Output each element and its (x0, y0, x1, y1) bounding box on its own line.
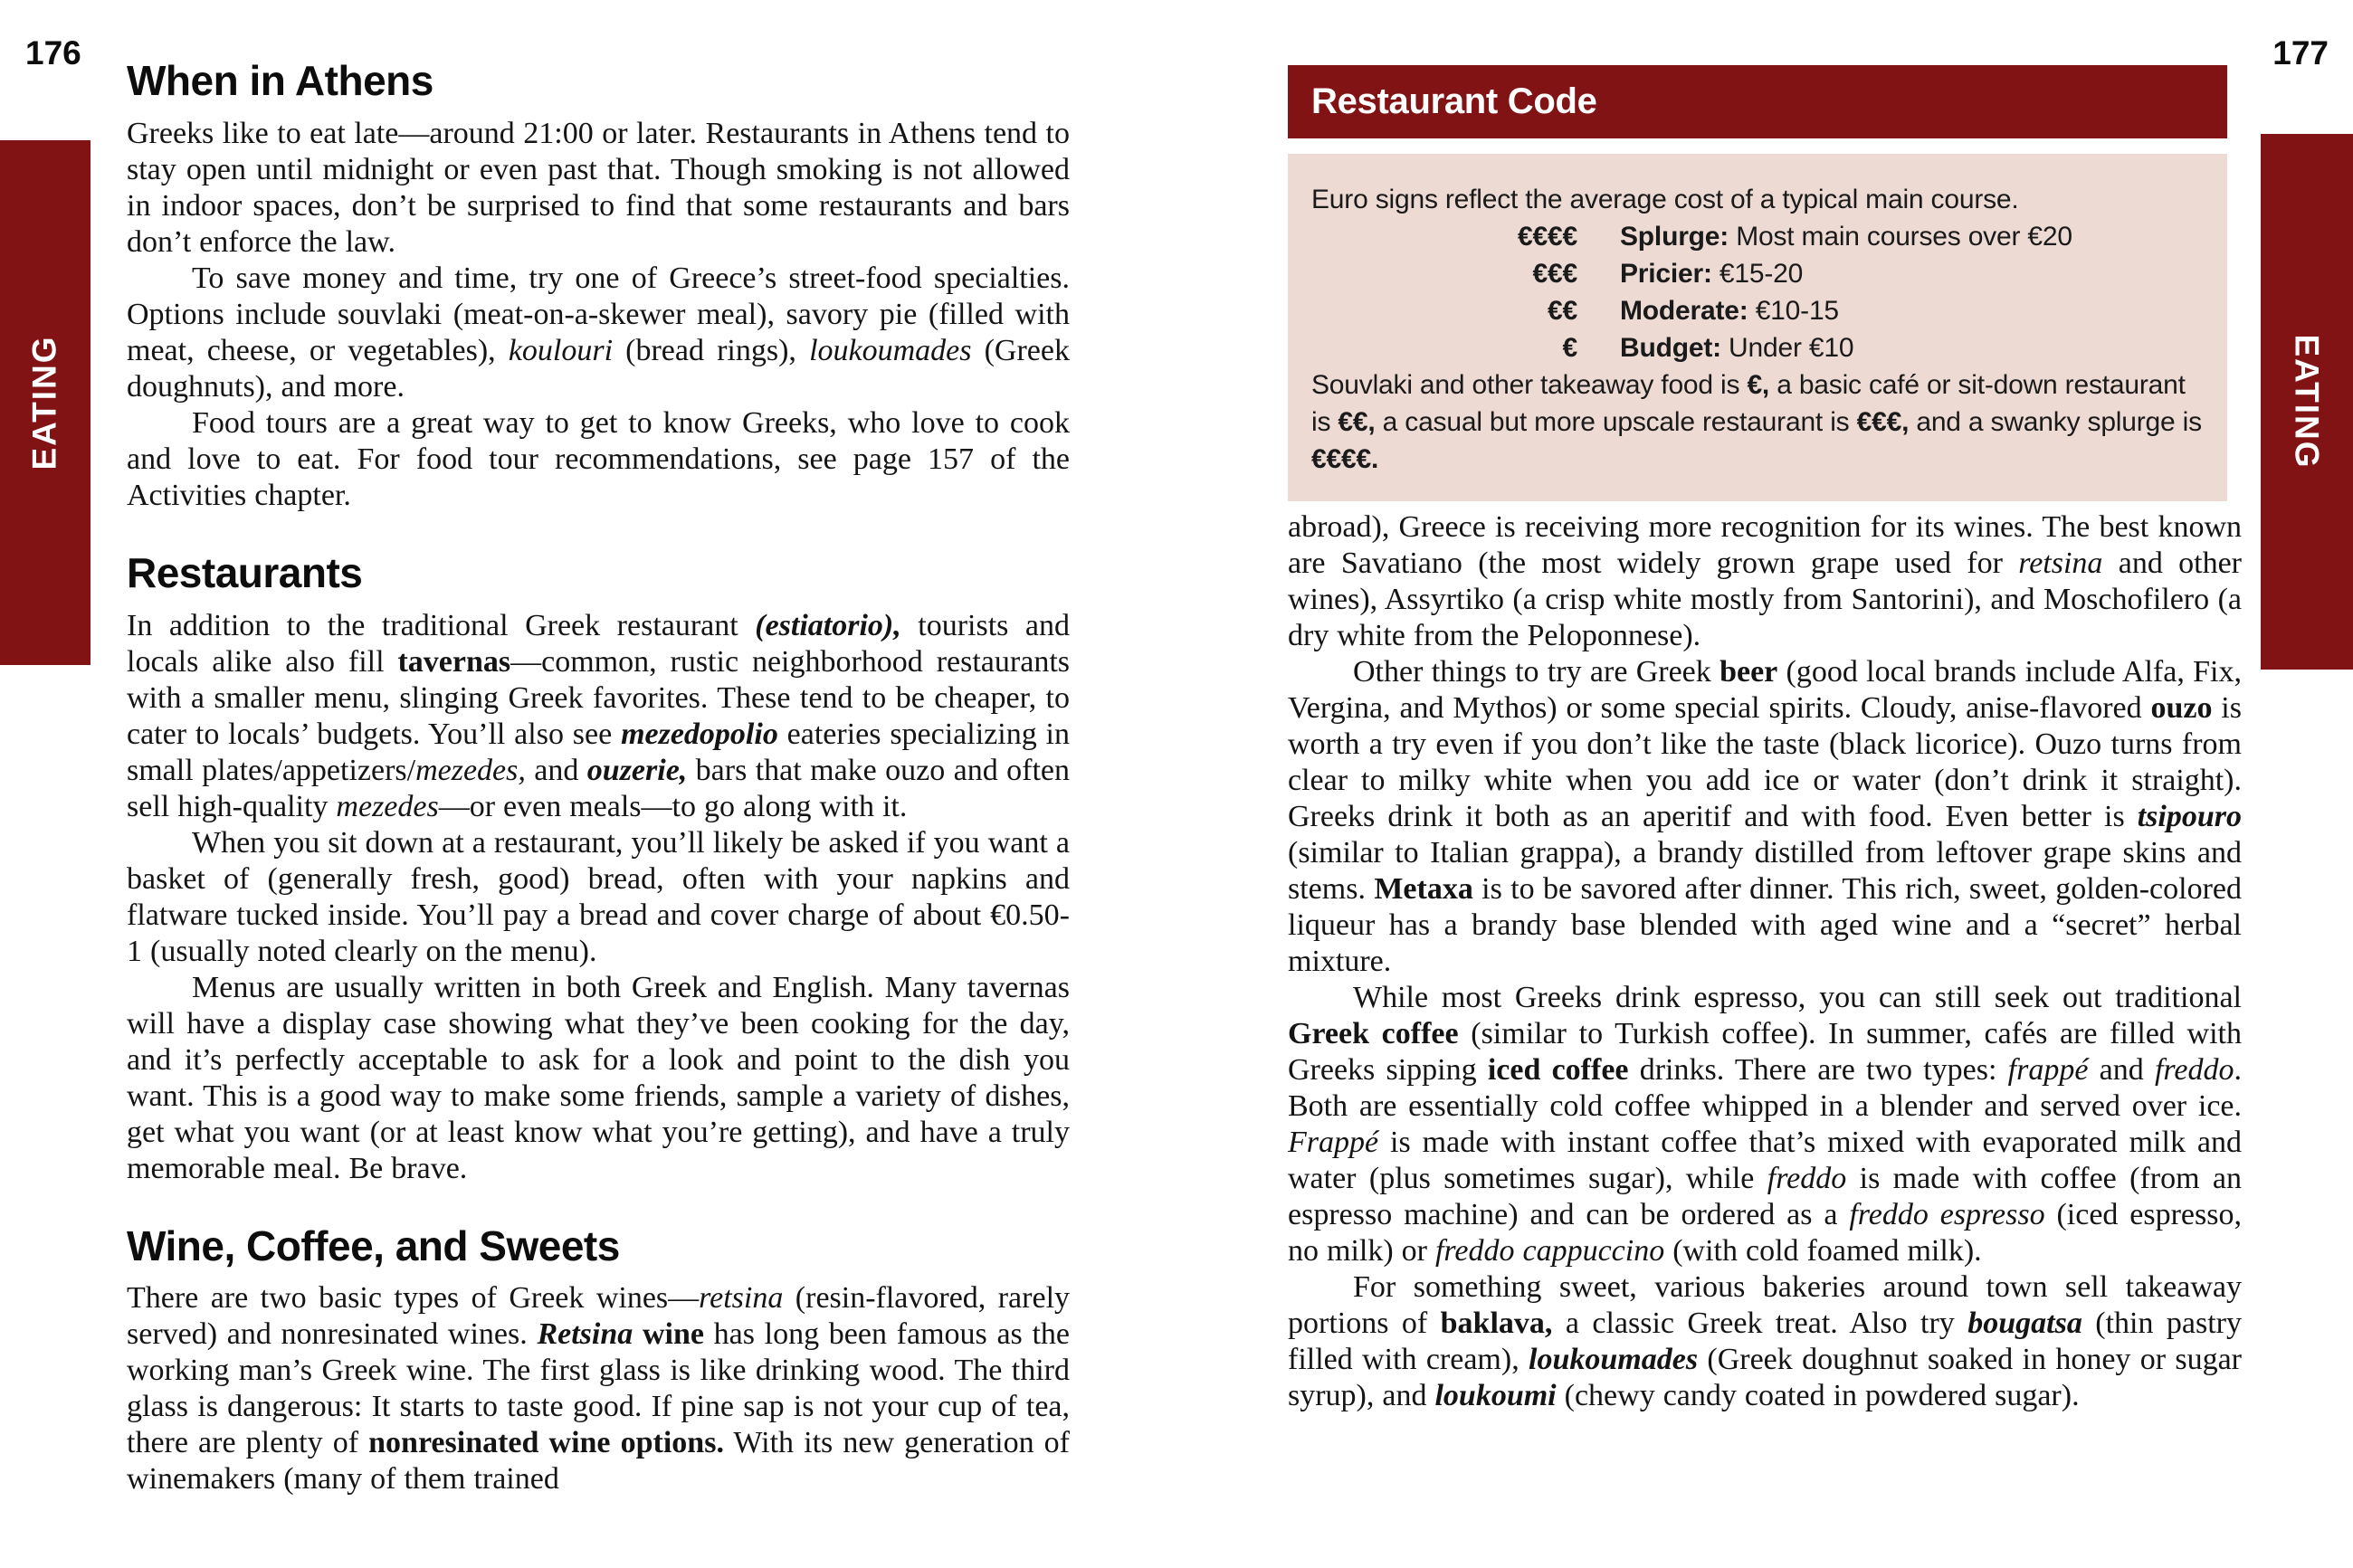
price-code-rows (1311, 218, 2204, 366)
price-code-description: Pricier: €15-20 (1620, 259, 1804, 289)
euro-symbols: €€€€ (1518, 222, 1577, 252)
styled-text: tavernas (397, 644, 511, 679)
styled-text: wine (642, 1317, 704, 1352)
section-heading: Restaurants (127, 548, 363, 596)
styled-text: nonresinated wine options. (368, 1426, 724, 1460)
styled-text: Greek coffee (1288, 1017, 1459, 1050)
styled-text: ouzo (2150, 691, 2213, 725)
price-code-description: Budget: Under €10 (1620, 333, 1854, 363)
price-code-label: Pricier: (1620, 259, 1712, 289)
styled-text: loukoumades (809, 333, 972, 367)
styled-text: koulouri (508, 333, 614, 367)
price-code-description: Moderate: €10-15 (1620, 296, 1839, 326)
price-code-row (1311, 329, 2204, 366)
left-text-column (127, 57, 1071, 1497)
price-code-row (1311, 292, 2204, 329)
section-heading: When in Athens (127, 57, 433, 104)
price-code-row (1311, 255, 2204, 292)
body-paragraph: When you sit down at a restaurant, you’ll likely be asked if you want a basket of (generally fresh, good) bread, often with your napkins and flatware tucked inside. You’ll pay a bread and cover charge of about €0.50-1 (usually noted clearly on the menu). (127, 825, 1070, 968)
styled-text: retsina (699, 1281, 784, 1316)
sidebar-intro: Euro signs reflect the average cost of a typical main course. (1311, 185, 2019, 214)
styled-text: iced coffee (1487, 1053, 1629, 1087)
sidebar-outro: Souvlaki and other takeaway food is €, a basic café or sit-down restaurant is €€, a casual but more upscale restaurant is €€€, and a swanky splurge is €€€€. (1311, 370, 2202, 474)
styled-text: mezedopolio (621, 717, 778, 751)
price-code-row (1311, 218, 2204, 255)
styled-text: mezedes (336, 789, 439, 823)
price-code-label: Moderate: (1620, 296, 1748, 326)
styled-text: tsipouro (2137, 800, 2242, 833)
styled-text: €€€€. (1311, 444, 1379, 474)
chapter-tab-left-label: EATING (26, 335, 64, 470)
styled-text: freddo cappuccino (1434, 1234, 1665, 1268)
euro-symbols: € (1562, 333, 1577, 363)
body-paragraph: For something sweet, various bakeries around town sell takeaway portions of baklava, a classic Greek treat. Also try bougatsa (thin pastry filled with cream), loukoumades (Greek doughnut soaked in honey or sugar syrup), and loukoumi (chewy candy coated in powdered sugar). (1288, 1270, 2243, 1412)
body-paragraph: Greeks like to eat late—around 21:00 or later. Restaurants in Athens tend to stay open until midnight or even past that. Though smoking is not allowed in indoor spaces, don’t be surprised to find that some restaurants and bars don’t enforce the law. (127, 116, 1070, 259)
sidebar-title: Restaurant Code (1311, 81, 1597, 121)
styled-text: bougatsa (1967, 1307, 2082, 1340)
styled-text: ouzerie, (586, 753, 688, 787)
styled-text: (estiatorio), (755, 608, 901, 642)
styled-text: €€, (1338, 407, 1376, 437)
sidebar-header (1288, 65, 2227, 138)
styled-text: frappé (2007, 1053, 2089, 1087)
styled-text: Metaxa (1374, 872, 1473, 906)
right-text-column (1288, 509, 2242, 1414)
price-code-label: Splurge: (1620, 222, 1729, 252)
body-paragraph: While most Greeks drink espresso, you can still seek out traditional Greek coffee (similar to Turkish coffee). In summer, cafés are filled with Greeks sipping iced coffee drinks. There are two types: frappé and freddo. Both are essentially cold coffee whipped in a blender and served over ice. Frappé is made with instant coffee that’s mixed with evaporated milk and water (plus sometimes sugar), while freddo is made with coffee (from an espresso machine) and can be ordered as a freddo espresso (iced espresso, no milk) or freddo cappuccino (with cold foamed milk). (1288, 981, 2242, 1268)
chapter-tab-right (2261, 134, 2353, 670)
section-heading: Wine, Coffee, and Sweets (127, 1221, 620, 1269)
styled-text: freddo (1767, 1162, 1847, 1195)
body-paragraph: Menus are usually written in both Greek and English. Many tavernas will have a display case showing what they’ve been cooking for the day, and it’s perfectly acceptable to ask for a look and point to the dish you want. This is a good way to make some friends, sample a variety of dishes, get what you want (or at least know what you’re getting), and have a truly memorable meal. Be brave. (127, 970, 1070, 1185)
styled-text: Frappé (1288, 1126, 1379, 1159)
styled-text: Retsina (537, 1317, 634, 1352)
body-paragraph: In addition to the traditional Greek restaurant (estiatorio), tourists and locals alike also fill tavernas—common, rustic neighborhood restaurants with a smaller menu, slinging Greek favorites. These tend to be cheaper, to cater to locals’ budgets. You’ll also see mezedopolio eateries specializing in small plates/appetizers/mezedes, and ouzerie, bars that make ouzo and often sell high-quality mezedes—or even meals—to go along with it. (127, 608, 1071, 823)
styled-text: beer (1720, 655, 1778, 689)
body-paragraph: Other things to try are Greek beer (good local brands include Alfa, Fix, Vergina, and Mythos) or some special spirits. Cloudy, anise-flavored ouzo is worth a try even if you don’t like the taste (black licorice). Ouzo turns from clear to milky white when you add ice or water (don’t drink it straight). Greeks drink it both as an aperitif and with food. Even better is tsipouro (similar to Italian grappa), a brandy distilled from leftover grape skins and stems. Metaxa is to be savored after dinner. This rich, sweet, golden-colored liqueur has a brandy base blended with aged wine and a “secret” herbal mixture. (1288, 655, 2242, 978)
price-code-description: Splurge: Most main courses over €20 (1620, 222, 2072, 252)
styled-text: €, (1747, 370, 1770, 400)
chapter-tab-left (0, 140, 90, 665)
body-paragraph: To save money and time, try one of Greece’s street-food specialties. Options include souvlaki (meat-on-a-skewer meal), savory pie (filled with meat, cheese, or vegetables), koulouri (bread rings), loukoumades (Greek doughnuts), and more. (127, 261, 1070, 404)
sidebar-body (1288, 154, 2227, 501)
styled-text: baklava, (1440, 1307, 1553, 1340)
euro-symbols: €€€ (1532, 259, 1577, 289)
styled-text: loukoumades (1529, 1343, 1699, 1376)
page-number-left: 176 (25, 34, 81, 71)
restaurant-code-sidebar (1288, 65, 2227, 501)
styled-text: €€€, (1856, 407, 1910, 437)
styled-text: retsina (2018, 546, 2103, 580)
styled-text: freddo espresso (1849, 1198, 2045, 1231)
price-code-label: Budget: (1620, 333, 1721, 363)
euro-symbols: €€ (1548, 296, 1577, 326)
body-paragraph: abroad), Greece is receiving more recognition for its wines. The best known are Savatiano (the most widely grown grape used for retsina and other wines), Assyrtiko (a crisp white mostly from Santorini), and Moschofilero (a dry white from the Peloponnese). (1288, 510, 2242, 652)
page-number-right: 177 (2272, 34, 2329, 71)
styled-text: freddo (2154, 1053, 2234, 1087)
styled-text: loukoumi (1434, 1379, 1557, 1412)
styled-text: mezedes, (415, 753, 526, 787)
body-paragraph: There are two basic types of Greek wines—retsina (resin-flavored, rarely served) and nonresinated wines. Retsina wine has long been famous as the working man’s Greek wine. The first glass is like drinking wood. The third glass is dangerous: It starts to taste good. If pine sap is not your cup of tea, there are plenty of nonresinated wine options. With its new generation of winemakers (many of them trained (127, 1281, 1071, 1497)
chapter-tab-right-label: EATING (2289, 334, 2327, 470)
body-paragraph: Food tours are a great way to get to know Greeks, who love to cook and love to eat. For food tour recommendations, see page 157 of the Activities chapter. (127, 405, 1070, 512)
